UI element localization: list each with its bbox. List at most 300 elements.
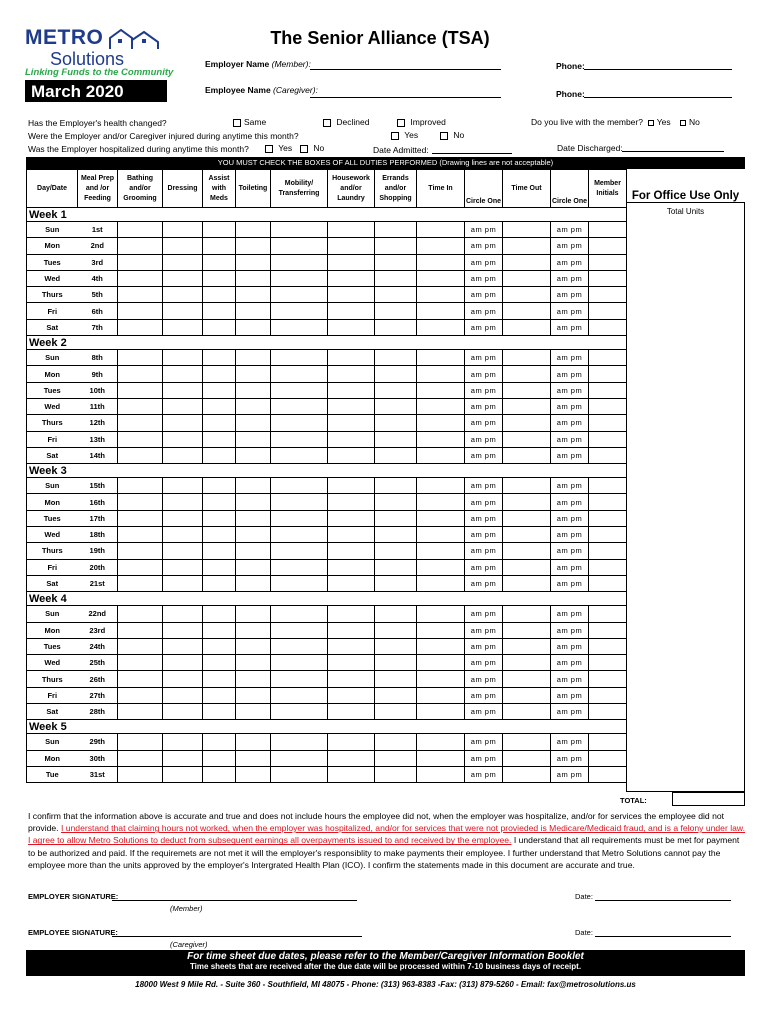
duty-cell[interactable] [589,510,627,526]
duty-cell[interactable] [163,222,203,238]
duty-cell[interactable] [589,287,627,303]
am-pm-cell[interactable]: am pm [551,655,589,671]
duty-cell[interactable] [163,510,203,526]
duty-cell[interactable] [236,766,271,782]
duty-cell[interactable] [417,655,465,671]
duty-cell[interactable] [375,687,417,703]
duty-cell[interactable] [375,382,417,398]
duty-cell[interactable] [163,638,203,654]
duty-cell[interactable] [589,398,627,414]
duty-cell[interactable] [328,270,375,286]
duty-cell[interactable] [328,622,375,638]
duty-cell[interactable] [328,704,375,720]
duty-cell[interactable] [375,398,417,414]
duty-cell[interactable] [503,638,551,654]
duty-cell[interactable] [589,638,627,654]
duty-cell[interactable] [118,622,163,638]
duty-cell[interactable] [503,254,551,270]
am-pm-cell[interactable]: am pm [465,494,503,510]
am-pm-cell[interactable]: am pm [465,750,503,766]
duty-cell[interactable] [203,478,236,494]
duty-cell[interactable] [163,750,203,766]
duty-cell[interactable] [271,527,328,543]
duty-cell[interactable] [503,671,551,687]
am-pm-cell[interactable]: am pm [551,750,589,766]
duty-cell[interactable] [203,510,236,526]
duty-cell[interactable] [375,238,417,254]
duty-cell[interactable] [271,287,328,303]
am-pm-cell[interactable]: am pm [551,238,589,254]
duty-cell[interactable] [589,319,627,335]
same-checkbox[interactable] [233,119,241,127]
duty-cell[interactable] [236,671,271,687]
duty-cell[interactable] [417,750,465,766]
duty-cell[interactable] [203,734,236,750]
am-pm-cell[interactable]: am pm [465,655,503,671]
duty-cell[interactable] [163,655,203,671]
employer-phone-field[interactable] [584,69,732,70]
duty-cell[interactable] [163,478,203,494]
duty-cell[interactable] [503,238,551,254]
duty-cell[interactable] [118,350,163,366]
am-pm-cell[interactable]: am pm [551,734,589,750]
duty-cell[interactable] [503,494,551,510]
duty-cell[interactable] [417,303,465,319]
am-pm-cell[interactable]: am pm [465,527,503,543]
am-pm-cell[interactable]: am pm [551,638,589,654]
am-pm-cell[interactable]: am pm [465,398,503,414]
duty-cell[interactable] [328,734,375,750]
duty-cell[interactable] [589,606,627,622]
am-pm-cell[interactable]: am pm [465,238,503,254]
duty-cell[interactable] [503,398,551,414]
duty-cell[interactable] [203,431,236,447]
duty-cell[interactable] [118,606,163,622]
duty-cell[interactable] [118,638,163,654]
duty-cell[interactable] [236,687,271,703]
duty-cell[interactable] [375,638,417,654]
am-pm-cell[interactable]: am pm [465,447,503,463]
duty-cell[interactable] [203,527,236,543]
duty-cell[interactable] [589,543,627,559]
duty-cell[interactable] [375,543,417,559]
duty-cell[interactable] [375,494,417,510]
duty-cell[interactable] [589,622,627,638]
duty-cell[interactable] [163,575,203,591]
duty-cell[interactable] [203,319,236,335]
duty-cell[interactable] [163,704,203,720]
employer-signature-field[interactable] [112,900,357,901]
duty-cell[interactable] [203,687,236,703]
duty-cell[interactable] [163,527,203,543]
duty-cell[interactable] [203,222,236,238]
duty-cell[interactable] [417,238,465,254]
duty-cell[interactable] [203,575,236,591]
duty-cell[interactable] [417,478,465,494]
duty-cell[interactable] [118,254,163,270]
duty-cell[interactable] [375,510,417,526]
duty-cell[interactable] [163,238,203,254]
employee-signature-field[interactable] [112,936,362,937]
duty-cell[interactable] [417,527,465,543]
duty-cell[interactable] [503,319,551,335]
duty-cell[interactable] [375,750,417,766]
duty-cell[interactable] [203,766,236,782]
am-pm-cell[interactable]: am pm [551,671,589,687]
duty-cell[interactable] [163,254,203,270]
duty-cell[interactable] [118,510,163,526]
duty-cell[interactable] [503,287,551,303]
duty-cell[interactable] [118,575,163,591]
duty-cell[interactable] [118,398,163,414]
duty-cell[interactable] [271,319,328,335]
duty-cell[interactable] [271,638,328,654]
duty-cell[interactable] [375,350,417,366]
duty-cell[interactable] [328,687,375,703]
duty-cell[interactable] [417,431,465,447]
duty-cell[interactable] [375,766,417,782]
duty-cell[interactable] [589,766,627,782]
am-pm-cell[interactable]: am pm [551,398,589,414]
am-pm-cell[interactable]: am pm [551,575,589,591]
duty-cell[interactable] [203,350,236,366]
duty-cell[interactable] [375,222,417,238]
am-pm-cell[interactable]: am pm [465,254,503,270]
duty-cell[interactable] [328,319,375,335]
duty-cell[interactable] [375,575,417,591]
duty-cell[interactable] [589,671,627,687]
duty-cell[interactable] [417,382,465,398]
employer-name-field[interactable] [310,69,501,70]
duty-cell[interactable] [203,655,236,671]
duty-cell[interactable] [328,766,375,782]
am-pm-cell[interactable]: am pm [465,638,503,654]
duty-cell[interactable] [203,303,236,319]
am-pm-cell[interactable]: am pm [465,575,503,591]
duty-cell[interactable] [375,303,417,319]
duty-cell[interactable] [163,398,203,414]
am-pm-cell[interactable]: am pm [465,303,503,319]
date-discharged-field[interactable] [622,151,724,152]
duty-cell[interactable] [503,734,551,750]
duty-cell[interactable] [203,398,236,414]
duty-cell[interactable] [375,655,417,671]
duty-cell[interactable] [163,287,203,303]
duty-cell[interactable] [118,319,163,335]
duty-cell[interactable] [328,543,375,559]
am-pm-cell[interactable]: am pm [551,622,589,638]
am-pm-cell[interactable]: am pm [465,622,503,638]
duty-cell[interactable] [375,287,417,303]
duty-cell[interactable] [163,671,203,687]
duty-cell[interactable] [503,447,551,463]
duty-cell[interactable] [328,287,375,303]
injured-yes[interactable]: Yes [391,130,418,140]
duty-cell[interactable] [118,447,163,463]
duty-cell[interactable] [118,270,163,286]
duty-cell[interactable] [271,704,328,720]
am-pm-cell[interactable]: am pm [551,319,589,335]
duty-cell[interactable] [589,559,627,575]
duty-cell[interactable] [163,415,203,431]
duty-cell[interactable] [503,687,551,703]
duty-cell[interactable] [589,254,627,270]
duty-cell[interactable] [417,766,465,782]
duty-cell[interactable] [417,350,465,366]
duty-cell[interactable] [503,543,551,559]
duty-cell[interactable] [118,478,163,494]
duty-cell[interactable] [203,750,236,766]
duty-cell[interactable] [163,734,203,750]
duty-cell[interactable] [271,575,328,591]
duty-cell[interactable] [503,270,551,286]
duty-cell[interactable] [589,687,627,703]
declined-checkbox[interactable] [323,119,331,127]
duty-cell[interactable] [503,366,551,382]
am-pm-cell[interactable]: am pm [551,366,589,382]
duty-cell[interactable] [203,415,236,431]
duty-cell[interactable] [375,606,417,622]
duty-cell[interactable] [271,510,328,526]
duty-cell[interactable] [417,447,465,463]
duty-cell[interactable] [328,350,375,366]
duty-cell[interactable] [417,543,465,559]
am-pm-cell[interactable]: am pm [551,303,589,319]
duty-cell[interactable] [118,750,163,766]
duty-cell[interactable] [417,704,465,720]
duty-cell[interactable] [271,431,328,447]
am-pm-cell[interactable]: am pm [465,543,503,559]
duty-cell[interactable] [118,494,163,510]
am-pm-cell[interactable]: am pm [551,766,589,782]
am-pm-cell[interactable]: am pm [465,431,503,447]
duty-cell[interactable] [118,303,163,319]
duty-cell[interactable] [328,575,375,591]
duty-cell[interactable] [503,622,551,638]
duty-cell[interactable] [236,478,271,494]
duty-cell[interactable] [503,575,551,591]
duty-cell[interactable] [589,704,627,720]
duty-cell[interactable] [236,622,271,638]
am-pm-cell[interactable]: am pm [465,559,503,575]
duty-cell[interactable] [589,655,627,671]
duty-cell[interactable] [271,447,328,463]
improved-option[interactable]: Improved [397,117,446,127]
duty-cell[interactable] [271,382,328,398]
duty-cell[interactable] [503,527,551,543]
duty-cell[interactable] [118,238,163,254]
injured-yes-checkbox[interactable] [391,132,399,140]
duty-cell[interactable] [271,559,328,575]
duty-cell[interactable] [589,575,627,591]
am-pm-cell[interactable]: am pm [551,270,589,286]
duty-cell[interactable] [163,303,203,319]
am-pm-cell[interactable]: am pm [465,319,503,335]
duty-cell[interactable] [503,750,551,766]
duty-cell[interactable] [236,734,271,750]
duty-cell[interactable] [203,366,236,382]
duty-cell[interactable] [417,254,465,270]
duty-cell[interactable] [375,415,417,431]
am-pm-cell[interactable]: am pm [465,734,503,750]
am-pm-cell[interactable]: am pm [465,287,503,303]
duty-cell[interactable] [589,222,627,238]
duty-cell[interactable] [163,350,203,366]
duty-cell[interactable] [203,622,236,638]
duty-cell[interactable] [236,704,271,720]
duty-cell[interactable] [236,270,271,286]
duty-cell[interactable] [328,478,375,494]
duty-cell[interactable] [589,750,627,766]
am-pm-cell[interactable]: am pm [551,447,589,463]
duty-cell[interactable] [328,671,375,687]
am-pm-cell[interactable]: am pm [551,687,589,703]
duty-cell[interactable] [375,254,417,270]
duty-cell[interactable] [118,671,163,687]
duty-cell[interactable] [163,431,203,447]
duty-cell[interactable] [271,254,328,270]
am-pm-cell[interactable]: am pm [551,559,589,575]
duty-cell[interactable] [503,559,551,575]
duty-cell[interactable] [417,270,465,286]
am-pm-cell[interactable]: am pm [551,510,589,526]
duty-cell[interactable] [118,655,163,671]
duty-cell[interactable] [271,766,328,782]
duty-cell[interactable] [271,366,328,382]
duty-cell[interactable] [236,447,271,463]
am-pm-cell[interactable]: am pm [551,431,589,447]
duty-cell[interactable] [503,222,551,238]
duty-cell[interactable] [236,655,271,671]
duty-cell[interactable] [375,671,417,687]
am-pm-cell[interactable]: am pm [551,527,589,543]
hospital-no-checkbox[interactable] [300,145,308,153]
duty-cell[interactable] [203,254,236,270]
duty-cell[interactable] [503,415,551,431]
duty-cell[interactable] [118,543,163,559]
injured-no-checkbox[interactable] [440,132,448,140]
duty-cell[interactable] [163,606,203,622]
duty-cell[interactable] [236,750,271,766]
duty-cell[interactable] [589,447,627,463]
duty-cell[interactable] [328,222,375,238]
duty-cell[interactable] [271,270,328,286]
duty-cell[interactable] [328,254,375,270]
duty-cell[interactable] [236,431,271,447]
am-pm-cell[interactable]: am pm [465,687,503,703]
duty-cell[interactable] [503,431,551,447]
duty-cell[interactable] [503,478,551,494]
duty-cell[interactable] [417,222,465,238]
total-field[interactable] [672,792,745,806]
duty-cell[interactable] [271,478,328,494]
duty-cell[interactable] [203,382,236,398]
duty-cell[interactable] [417,494,465,510]
duty-cell[interactable] [328,238,375,254]
duty-cell[interactable] [375,270,417,286]
duty-cell[interactable] [236,222,271,238]
duty-cell[interactable] [503,766,551,782]
duty-cell[interactable] [328,655,375,671]
declined-option[interactable]: Declined [323,117,369,127]
duty-cell[interactable] [417,366,465,382]
duty-cell[interactable] [271,750,328,766]
duty-cell[interactable] [417,510,465,526]
duty-cell[interactable] [589,350,627,366]
duty-cell[interactable] [163,447,203,463]
duty-cell[interactable] [589,527,627,543]
duty-cell[interactable] [589,415,627,431]
duty-cell[interactable] [328,606,375,622]
duty-cell[interactable] [236,303,271,319]
duty-cell[interactable] [417,638,465,654]
duty-cell[interactable] [236,527,271,543]
duty-cell[interactable] [271,398,328,414]
duty-cell[interactable] [589,366,627,382]
am-pm-cell[interactable]: am pm [551,382,589,398]
live-yes-checkbox[interactable] [648,120,654,126]
duty-cell[interactable] [163,319,203,335]
duty-cell[interactable] [118,734,163,750]
employee-name-field[interactable] [310,97,501,98]
am-pm-cell[interactable]: am pm [551,287,589,303]
duty-cell[interactable] [118,527,163,543]
duty-cell[interactable] [375,478,417,494]
duty-cell[interactable] [236,415,271,431]
duty-cell[interactable] [236,254,271,270]
duty-cell[interactable] [503,704,551,720]
am-pm-cell[interactable]: am pm [551,222,589,238]
duty-cell[interactable] [328,527,375,543]
duty-cell[interactable] [236,398,271,414]
duty-cell[interactable] [589,382,627,398]
duty-cell[interactable] [118,431,163,447]
duty-cell[interactable] [118,559,163,575]
am-pm-cell[interactable]: am pm [465,606,503,622]
hospital-no[interactable]: No [300,143,324,153]
employee-phone-field[interactable] [584,97,732,98]
duty-cell[interactable] [328,303,375,319]
employer-date-field[interactable] [595,900,731,901]
duty-cell[interactable] [328,447,375,463]
duty-cell[interactable] [163,622,203,638]
duty-cell[interactable] [118,287,163,303]
duty-cell[interactable] [375,704,417,720]
duty-cell[interactable] [203,704,236,720]
duty-cell[interactable] [503,382,551,398]
duty-cell[interactable] [163,766,203,782]
duty-cell[interactable] [271,655,328,671]
injured-no[interactable]: No [440,130,464,140]
duty-cell[interactable] [118,382,163,398]
am-pm-cell[interactable]: am pm [465,704,503,720]
duty-cell[interactable] [271,671,328,687]
duty-cell[interactable] [328,750,375,766]
duty-cell[interactable] [236,606,271,622]
duty-cell[interactable] [375,319,417,335]
duty-cell[interactable] [118,687,163,703]
am-pm-cell[interactable]: am pm [465,671,503,687]
duty-cell[interactable] [271,415,328,431]
am-pm-cell[interactable]: am pm [551,254,589,270]
duty-cell[interactable] [589,734,627,750]
am-pm-cell[interactable]: am pm [551,704,589,720]
duty-cell[interactable] [589,303,627,319]
duty-cell[interactable] [417,287,465,303]
duty-cell[interactable] [236,575,271,591]
date-admitted-field[interactable] [432,153,512,154]
duty-cell[interactable] [503,303,551,319]
